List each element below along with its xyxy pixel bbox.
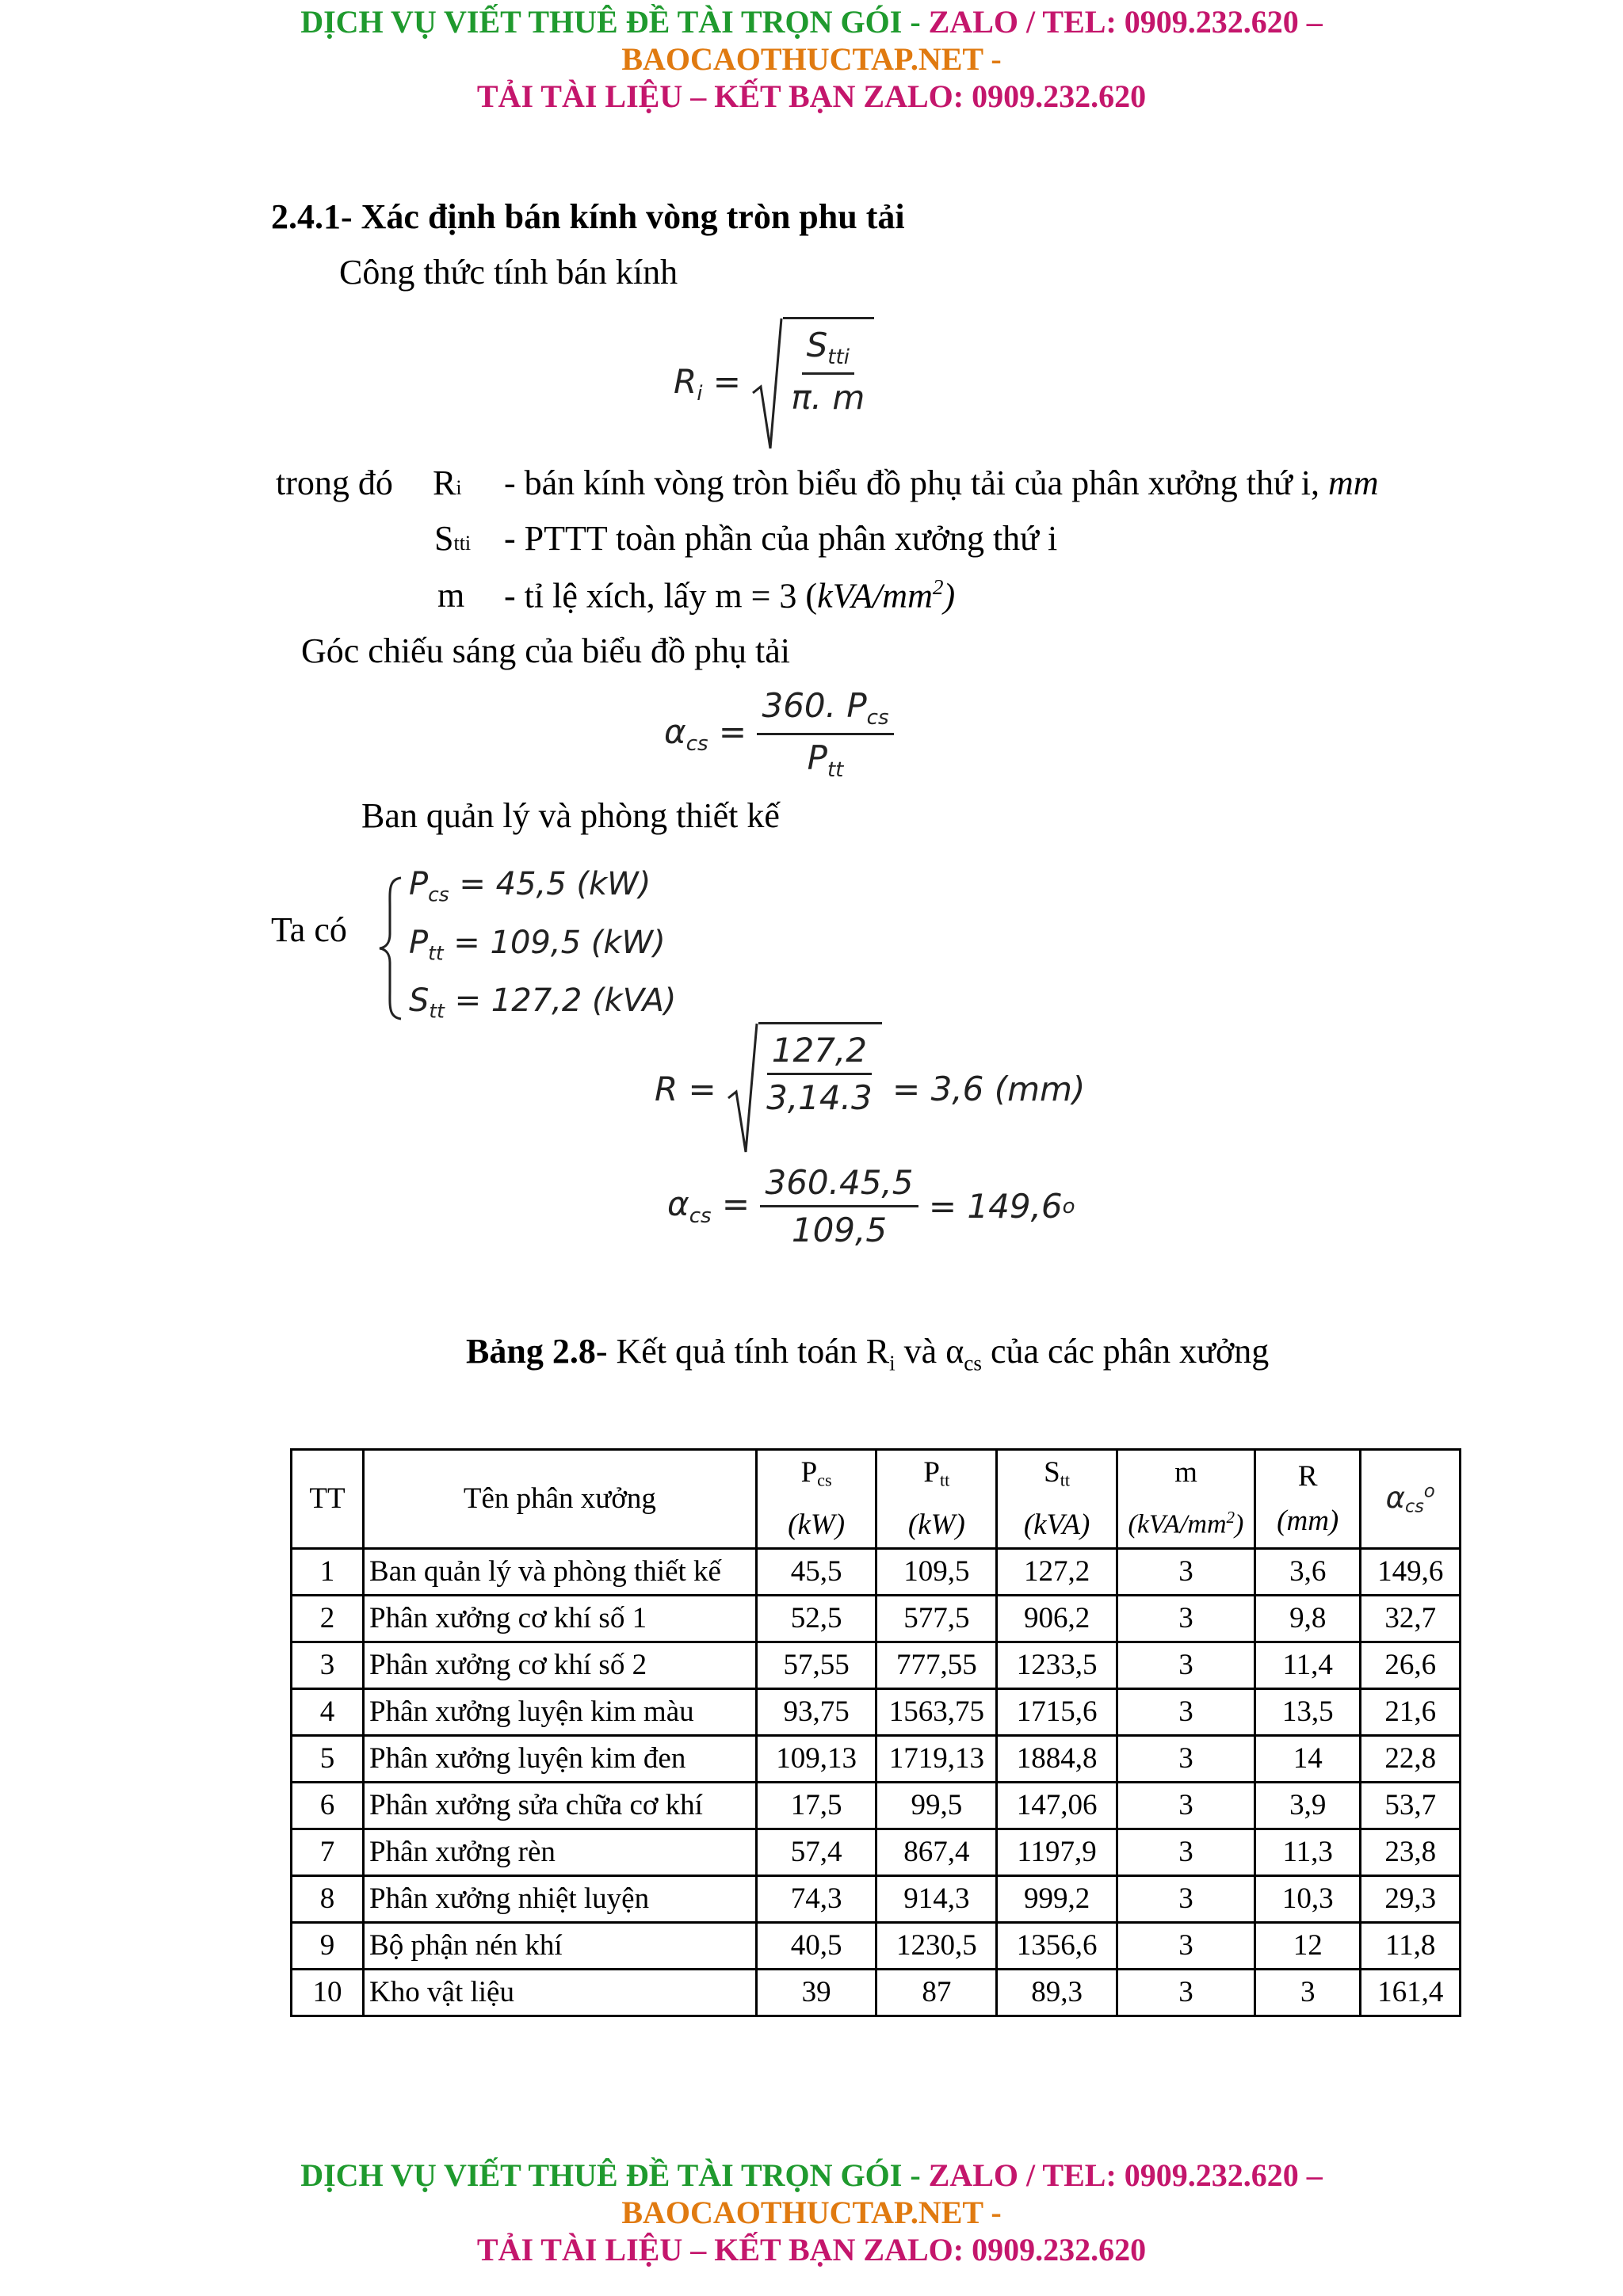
cell-m: 3	[1117, 1782, 1254, 1829]
cell-r: 13,5	[1254, 1688, 1361, 1735]
table-row	[292, 1688, 1461, 1735]
header-name: Tên phân xưởng	[364, 1450, 757, 1549]
table-row	[292, 1969, 1461, 2016]
table-row	[292, 1642, 1461, 1688]
cell-tt: 2	[292, 1595, 364, 1642]
cell-m: 3	[1117, 1922, 1254, 1969]
cell-m: 3	[1117, 1875, 1254, 1922]
cell-tt: 5	[292, 1735, 364, 1782]
cell-stt: 89,3	[997, 1969, 1117, 2016]
cell-r: 14	[1254, 1735, 1361, 1782]
cell-r: 3,6	[1254, 1548, 1361, 1595]
section-heading: 2.4.1- Xác định bán kính vòng tròn phu tải	[271, 197, 905, 236]
cell-tt: 7	[292, 1829, 364, 1875]
header-r: R (mm)	[1254, 1450, 1361, 1549]
cell-ptt: 99,5	[876, 1782, 997, 1829]
cell-alpha: 11,8	[1361, 1922, 1461, 1969]
table-row	[292, 1829, 1461, 1875]
cell-r: 11,3	[1254, 1829, 1361, 1875]
cell-stt: 1884,8	[997, 1735, 1117, 1782]
cell-tt: 1	[292, 1548, 364, 1595]
cell-ptt: 1563,75	[876, 1688, 997, 1735]
cell-name: Ban quản lý và phòng thiết kế	[364, 1548, 757, 1595]
cell-ptt: 109,5	[876, 1548, 997, 1595]
cell-ptt: 87	[876, 1969, 997, 2016]
table-row	[292, 1548, 1461, 1595]
definition-prefix: trong đó	[276, 463, 393, 502]
results-table	[290, 1448, 1461, 2017]
cell-ptt: 1230,5	[876, 1922, 997, 1969]
cell-alpha: 161,4	[1361, 1969, 1461, 2016]
cell-r: 10,3	[1254, 1875, 1361, 1922]
cell-alpha: 22,8	[1361, 1735, 1461, 1782]
cell-tt: 6	[292, 1782, 364, 1829]
cell-name: Phân xưởng rèn	[364, 1829, 757, 1875]
table-row	[292, 1735, 1461, 1782]
definition-row: Ri	[433, 463, 462, 502]
radius-calculation: R = $\frac{127,2}{3,14.3}$ = 3,6 (mm)	[655, 1022, 1085, 1155]
table-row	[292, 1595, 1461, 1642]
cell-alpha: 53,7	[1361, 1782, 1461, 1829]
cell-r: 12	[1254, 1922, 1361, 1969]
banner-contact-text: ZALO / TEL: 0909.232.620 –	[928, 4, 1323, 40]
angle-calculation: $\alpha_{cs}$ = $\frac{360.45,5}{109,5}$ = 149,6 o	[667, 1163, 1075, 1249]
banner-site-text: BAOCAOTHUCTAP.NET -	[621, 41, 1002, 77]
cell-name: Phân xưởng sửa chữa cơ khí	[364, 1782, 757, 1829]
cell-r: 9,8	[1254, 1595, 1361, 1642]
cell-name: Phân xưởng luyện kim màu	[364, 1688, 757, 1735]
given-values-system	[377, 860, 676, 1035]
banner-site-text: BAOCAOTHUCTAP.NET -	[621, 2195, 1002, 2230]
table-row	[292, 1782, 1461, 1829]
cell-alpha: 149,6	[1361, 1548, 1461, 1595]
cell-name: Phân xưởng cơ khí số 1	[364, 1595, 757, 1642]
cell-ptt: 577,5	[876, 1595, 997, 1642]
cell-stt: 1356,6	[997, 1922, 1117, 1969]
header-ptt: Ptt (kW)	[876, 1450, 997, 1549]
cell-m: 3	[1117, 1595, 1254, 1642]
given-pcs: $P_{cs} = 45,5$ (kW)	[409, 866, 651, 906]
cell-m: 3	[1117, 1688, 1254, 1735]
cell-pcs: 40,5	[756, 1922, 876, 1969]
definition-row: m	[437, 576, 465, 615]
angle-intro: Góc chiếu sáng của biểu đồ phụ tải	[301, 631, 791, 670]
cell-alpha: 29,3	[1361, 1875, 1461, 1922]
banner-download-text: TẢI TÀI LIỆU – KẾT BẠN ZALO: 0909.232.620	[476, 2232, 1147, 2267]
header-banner	[0, 3, 1623, 115]
cell-pcs: 109,13	[756, 1735, 876, 1782]
cell-r: 11,4	[1254, 1642, 1361, 1688]
header-alpha: αcs$^o$	[1361, 1450, 1461, 1549]
cell-m: 3	[1117, 1829, 1254, 1875]
cell-ptt: 1719,13	[876, 1735, 997, 1782]
header-pcs: Pcs (kW)	[756, 1450, 876, 1549]
cell-m: 3	[1117, 1969, 1254, 2016]
cell-pcs: 17,5	[756, 1782, 876, 1829]
cell-m: 3	[1117, 1642, 1254, 1688]
cell-stt: 999,2	[997, 1875, 1117, 1922]
cell-ptt: 777,55	[876, 1642, 997, 1688]
footer-banner	[0, 2157, 1623, 2268]
definition-text: - tỉ lệ xích, lấy m = 3 $(kVA/mm^2)$	[504, 575, 956, 616]
cell-stt: 1197,9	[997, 1829, 1117, 1875]
cell-stt: 147,06	[997, 1782, 1117, 1829]
ta-co-label: Ta có	[271, 910, 347, 949]
cell-ptt: 914,3	[876, 1875, 997, 1922]
banner-contact-text: ZALO / TEL: 0909.232.620 –	[928, 2157, 1323, 2193]
cell-pcs: 52,5	[756, 1595, 876, 1642]
cell-stt: 1233,5	[997, 1642, 1117, 1688]
cell-stt: 1715,6	[997, 1688, 1117, 1735]
cell-alpha: 32,7	[1361, 1595, 1461, 1642]
table-row	[292, 1922, 1461, 1969]
cell-name: Kho vật liệu	[364, 1969, 757, 2016]
table-header-row	[292, 1450, 1461, 1549]
table-row	[292, 1875, 1461, 1922]
cell-tt: 4	[292, 1688, 364, 1735]
cell-pcs: 74,3	[756, 1875, 876, 1922]
banner-service-text: DỊCH VỤ VIẾT THUÊ ĐỀ TÀI TRỌN GÓI -	[300, 4, 929, 40]
cell-pcs: 93,75	[756, 1688, 876, 1735]
cell-ptt: 867,4	[876, 1829, 997, 1875]
cell-pcs: 45,5	[756, 1548, 876, 1595]
cell-tt: 10	[292, 1969, 364, 2016]
cell-tt: 9	[292, 1922, 364, 1969]
left-brace-icon	[377, 875, 404, 1021]
header-stt: Stt (kVA)	[997, 1450, 1117, 1549]
cell-name: Phân xưởng cơ khí số 2	[364, 1642, 757, 1688]
cell-tt: 8	[292, 1875, 364, 1922]
cell-m: 3	[1117, 1735, 1254, 1782]
definition-row: Stti	[434, 519, 472, 558]
given-ptt: $P_{tt} = 109,5$ (kW)	[409, 924, 666, 965]
table-caption: Bảng 2.8- Kết quả tính toán $R_i$ và $\alpha_{cs}$ của các phân xưởng	[466, 1332, 1270, 1375]
formula-intro: Công thức tính bán kính	[339, 253, 678, 292]
given-stt: $S_{tt} = 127,2$ (kVA)	[409, 982, 677, 1024]
cell-alpha: 21,6	[1361, 1688, 1461, 1735]
cell-tt: 3	[292, 1642, 364, 1688]
cell-alpha: 23,8	[1361, 1829, 1461, 1875]
cell-alpha: 26,6	[1361, 1642, 1461, 1688]
cell-r: 3,9	[1254, 1782, 1361, 1829]
banner-download-text: TẢI TÀI LIỆU – KẾT BẠN ZALO: 0909.232.620	[476, 78, 1147, 114]
cell-pcs: 39	[756, 1969, 876, 2016]
angle-formula: $\alpha_{cs}$ = $\frac{360. P_{cs}}{P_{tt}}$	[664, 686, 894, 782]
cell-name: Phân xưởng nhiệt luyện	[364, 1875, 757, 1922]
cell-pcs: 57,55	[756, 1642, 876, 1688]
cell-name: Phân xưởng luyện kim đen	[364, 1735, 757, 1782]
banner-service-text: DỊCH VỤ VIẾT THUÊ ĐỀ TÀI TRỌN GÓI -	[300, 2157, 929, 2193]
definition-text: - PTTT toàn phần của phân xưởng thứ i	[504, 519, 1058, 558]
example-title: Ban quản lý và phòng thiết kế	[361, 796, 780, 835]
definition-text: - bán kính vòng tròn biểu đồ phụ tải của phân xưởng thứ i, mm	[504, 463, 1379, 502]
header-m: m $(kVA/mm^2)$	[1117, 1450, 1254, 1549]
header-tt: TT	[292, 1450, 364, 1549]
cell-r: 3	[1254, 1969, 1361, 2016]
radius-formula: $R_i$ = $\frac{S_{tti}}{\pi. m}$	[674, 317, 874, 452]
cell-m: 3	[1117, 1548, 1254, 1595]
cell-stt: 127,2	[997, 1548, 1117, 1595]
cell-stt: 906,2	[997, 1595, 1117, 1642]
cell-pcs: 57,4	[756, 1829, 876, 1875]
cell-name: Bộ phận nén khí	[364, 1922, 757, 1969]
